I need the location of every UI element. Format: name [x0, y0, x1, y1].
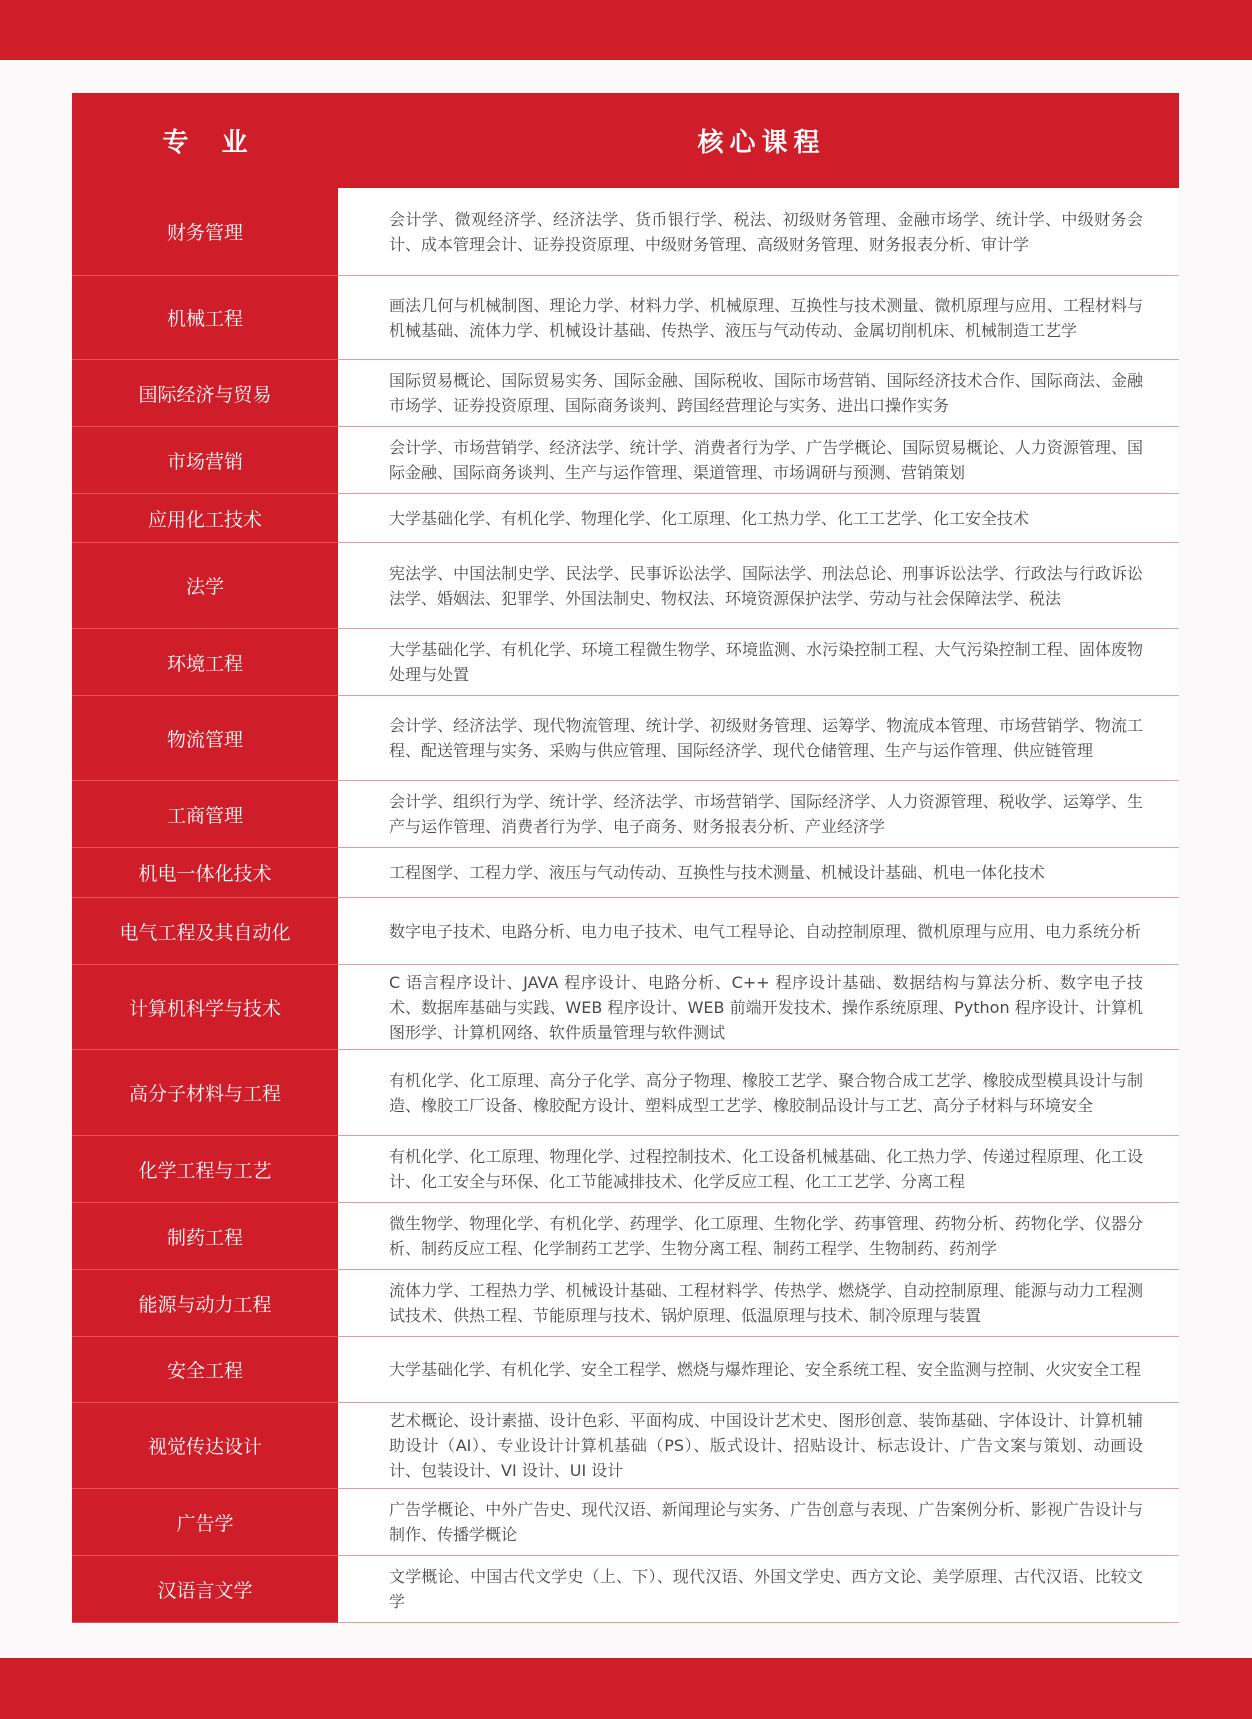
header-major: 专 业 [162, 128, 260, 158]
course-list: 微生物学、物理化学、有机化学、药理学、化工原理、生物化学、药事管理、药物分析、药物化学、仪器分析、制药反应工程、化学制药工艺学、生物分离工程、制药工程学、生物制药、药剂学 [338, 1203, 1179, 1269]
header-courses: 核心课程 [697, 128, 826, 158]
major-name: 汉语言文学 [72, 1556, 338, 1623]
bottom-banner [0, 1658, 1252, 1719]
table-row [72, 360, 1179, 427]
major-name: 机电一体化技术 [72, 848, 338, 898]
major-name: 广告学 [72, 1489, 338, 1556]
major-name: 化学工程与工艺 [72, 1136, 338, 1203]
major-name: 计算机科学与技术 [72, 965, 338, 1050]
table-row [72, 188, 1179, 276]
course-list: 工程图学、工程力学、液压与气动传动、互换性与技术测量、机械设计基础、机电一体化技术 [338, 848, 1179, 897]
table-row [72, 1203, 1179, 1270]
major-name: 财务管理 [72, 188, 338, 276]
course-list: 会计学、经济法学、现代物流管理、统计学、初级财务管理、运筹学、物流成本管理、市场营销学、物流工程、配送管理与实务、采购与供应管理、国际经济学、现代仓储管理、生产与运作管理、供应链管理 [338, 696, 1179, 780]
top-banner [0, 0, 1252, 60]
table-row [72, 543, 1179, 629]
major-name: 能源与动力工程 [72, 1270, 338, 1337]
major-name: 制药工程 [72, 1203, 338, 1270]
table-row [72, 1050, 1179, 1136]
major-name: 电气工程及其自动化 [72, 898, 338, 965]
table-body [72, 188, 1179, 1623]
table-row [72, 1489, 1179, 1556]
course-list: 艺术概论、设计素描、设计色彩、平面构成、中国设计艺术史、图形创意、装饰基础、字体设计、计算机辅助设计（AI）、专业设计计算机基础（PS）、版式设计、招贴设计、标志设计、广告文案与策划、动画设计、包装设计、VI 设计、UI 设计 [338, 1403, 1179, 1488]
table-row [72, 898, 1179, 965]
table-row [72, 494, 1179, 543]
table-row [72, 629, 1179, 696]
major-name: 工商管理 [72, 781, 338, 848]
major-name: 物流管理 [72, 696, 338, 781]
course-list: 会计学、市场营销学、经济法学、统计学、消费者行为学、广告学概论、国际贸易概论、人力资源管理、国际金融、国际商务谈判、生产与运作管理、渠道管理、市场调研与预测、营销策划 [338, 427, 1179, 493]
course-list: 大学基础化学、有机化学、物理化学、化工原理、化工热力学、化工工艺学、化工安全技术 [338, 494, 1179, 542]
table-row [72, 1556, 1179, 1623]
course-list: 国际贸易概论、国际贸易实务、国际金融、国际税收、国际市场营销、国际经济技术合作、国际商法、金融市场学、证券投资原理、国际商务谈判、跨国经营理论与实务、进出口操作实务 [338, 360, 1179, 426]
table-row [72, 848, 1179, 898]
table-row [72, 965, 1179, 1050]
course-list: 画法几何与机械制图、理论力学、材料力学、机械原理、互换性与技术测量、微机原理与应用、工程材料与机械基础、流体力学、机械设计基础、传热学、液压与气动传动、金属切削机床、机械制造工艺学 [338, 276, 1179, 359]
table-header [72, 93, 1179, 188]
table-row [72, 1403, 1179, 1489]
course-list: 大学基础化学、有机化学、安全工程学、燃烧与爆炸理论、安全系统工程、安全监测与控制、火灾安全工程 [338, 1337, 1179, 1402]
major-name: 高分子材料与工程 [72, 1050, 338, 1136]
table-row [72, 1337, 1179, 1403]
course-list: 会计学、微观经济学、经济法学、货币银行学、税法、初级财务管理、金融市场学、统计学、中级财务会计、成本管理会计、证券投资原理、中级财务管理、高级财务管理、财务报表分析、审计学 [338, 188, 1179, 275]
course-list: 流体力学、工程热力学、机械设计基础、工程材料学、传热学、燃烧学、自动控制原理、能源与动力工程测试技术、供热工程、节能原理与技术、锅炉原理、低温原理与技术、制冷原理与装置 [338, 1270, 1179, 1336]
table-row [72, 276, 1179, 360]
course-list: C 语言程序设计、JAVA 程序设计、电路分析、C++ 程序设计基础、数据结构与算法分析、数字电子技术、数据库基础与实践、WEB 程序设计、WEB 前端开发技术、操作系统原理、Python 程序设计、计算机图形学、计算机网络、软件质量管理与软件测试 [338, 965, 1179, 1049]
course-list: 文学概论、中国古代文学史（上、下）、现代汉语、外国文学史、西方文论、美学原理、古代汉语、比较文学 [338, 1556, 1179, 1622]
course-list: 数字电子技术、电路分析、电力电子技术、电气工程导论、自动控制原理、微机原理与应用、电力系统分析 [338, 898, 1179, 964]
major-name: 应用化工技术 [72, 494, 338, 543]
curriculum-table [72, 93, 1179, 1623]
table-row [72, 1270, 1179, 1337]
major-name: 国际经济与贸易 [72, 360, 338, 427]
major-name: 安全工程 [72, 1337, 338, 1403]
table-row [72, 696, 1179, 781]
major-name: 环境工程 [72, 629, 338, 696]
course-list: 宪法学、中国法制史学、民法学、民事诉讼法学、国际法学、刑法总论、刑事诉讼法学、行政法与行政诉讼法学、婚姻法、犯罪学、外国法制史、物权法、环境资源保护法学、劳动与社会保障法学、税法 [338, 543, 1179, 628]
major-name: 机械工程 [72, 276, 338, 360]
course-list: 有机化学、化工原理、高分子化学、高分子物理、橡胶工艺学、聚合物合成工艺学、橡胶成型模具设计与制造、橡胶工厂设备、橡胶配方设计、塑料成型工艺学、橡胶制品设计与工艺、高分子材料与环境安全 [338, 1050, 1179, 1135]
major-name: 法学 [72, 543, 338, 629]
table-row [72, 1136, 1179, 1203]
course-list: 大学基础化学、有机化学、环境工程微生物学、环境监测、水污染控制工程、大气污染控制工程、固体废物处理与处置 [338, 629, 1179, 695]
course-list: 会计学、组织行为学、统计学、经济法学、市场营销学、国际经济学、人力资源管理、税收学、运筹学、生产与运作管理、消费者行为学、电子商务、财务报表分析、产业经济学 [338, 781, 1179, 847]
table-row [72, 427, 1179, 494]
major-name: 市场营销 [72, 427, 338, 494]
table-row [72, 781, 1179, 848]
course-list: 广告学概论、中外广告史、现代汉语、新闻理论与实务、广告创意与表现、广告案例分析、影视广告设计与制作、传播学概论 [338, 1489, 1179, 1555]
course-list: 有机化学、化工原理、物理化学、过程控制技术、化工设备机械基础、化工热力学、传递过程原理、化工设计、化工安全与环保、化工节能减排技术、化学反应工程、化工工艺学、分离工程 [338, 1136, 1179, 1202]
major-name: 视觉传达设计 [72, 1403, 338, 1489]
